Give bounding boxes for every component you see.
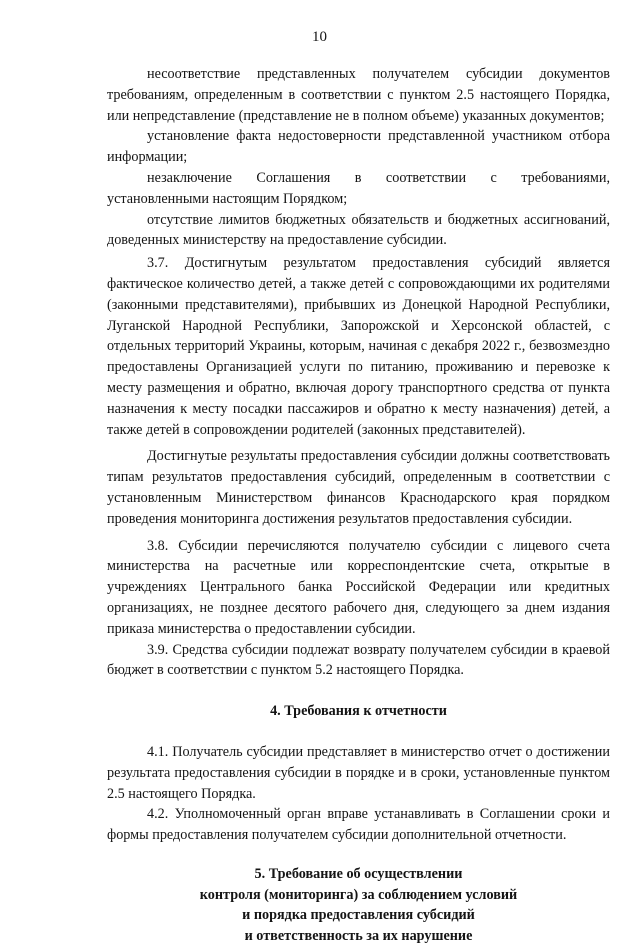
- section-5-title-line: контроля (мониторинга) за соблюдением условий: [199, 886, 518, 903]
- section-4-title: 4. Требования к отчетности: [270, 703, 447, 720]
- section-5-title-line: и порядка предоставления субсидий: [242, 907, 475, 924]
- section-5-title: [107, 864, 610, 947]
- paragraph-3-9: 3.9. Средства субсидии подлежат возврату получателем субсидии в краевой бюджет в соответствии с пунктом 5.2 настоящего Порядка.: [107, 641, 610, 679]
- section-5-title-line: 5. Требование об осуществлении: [254, 865, 463, 882]
- paragraph: незаключение Соглашения в соответствии с требованиями, установленными настоящим Порядком;: [107, 169, 610, 207]
- paragraph-3-7: 3.7. Достигнутым результатом предоставления субсидий является фактическое количество детей, а также детей с сопровождающими их родителями (законными представителями), прибывших из Донецкой Народной Республики, Луганской Народной Республики, Запорожской и Херсонской областей, с отдельных территорий Украины, которым, начиная с декабря 2022 г., безвозмездно предоставлены Организацией услуги по питанию, проживанию и перевозке к месту размещения и обратно, включая дорогу транспортного средства от пункта назначения к месту посадки пассажиров и обратно к месту назначения) детей, а также детей в сопровождении родителей (законных представителей).: [107, 255, 610, 438]
- section-5-title-line: и ответственность за их нарушение: [244, 928, 473, 945]
- paragraph: отсутствие лимитов бюджетных обязательств и бюджетных ассигнований, доведенных министерству на предоставление субсидии.: [107, 211, 610, 249]
- paragraph: несоответствие представленных получателем субсидии документов требованиям, определенным в соответствии с пунктом 2.5 настоящего Порядка, или непредставление (представление не в полном объеме) указанных документов;: [107, 66, 610, 124]
- paragraph-4-1: 4.1. Получатель субсидии представляет в министерство отчет о достижении результата предоставления субсидии в порядке и в сроки, установленные пунктом 2.5 настоящего Порядка.: [107, 743, 610, 802]
- paragraph-3-8: 3.8. Субсидии перечисляются получателю субсидии с лицевого счета министерства на расчетные или корреспондентские счета, открытые в учреждениях Центрального банка Российской Федерации или кредитных организациях, не позднее десятого рабочего дня, следующего за днем издания приказа министерства о предоставлении субсидии.: [107, 537, 610, 637]
- document-body: [107, 64, 610, 947]
- paragraph-4-2: 4.2. Уполномоченный орган вправе устанавливать в Соглашении сроки и формы предоставления получателем субсидии дополнительной отчетности.: [107, 806, 610, 844]
- paragraph: Достигнутые результаты предоставления субсидии должны соответствовать типам результатов предоставления субсидий, определенным в соответствии с установленным Министерством финансов Краснодарского края порядком проведения мониторинга достижения результатов предоставления субсидии.: [107, 448, 610, 527]
- paragraph: установление факта недостоверности представленной участником отбора информации;: [107, 128, 610, 166]
- page-number: 10: [312, 29, 327, 45]
